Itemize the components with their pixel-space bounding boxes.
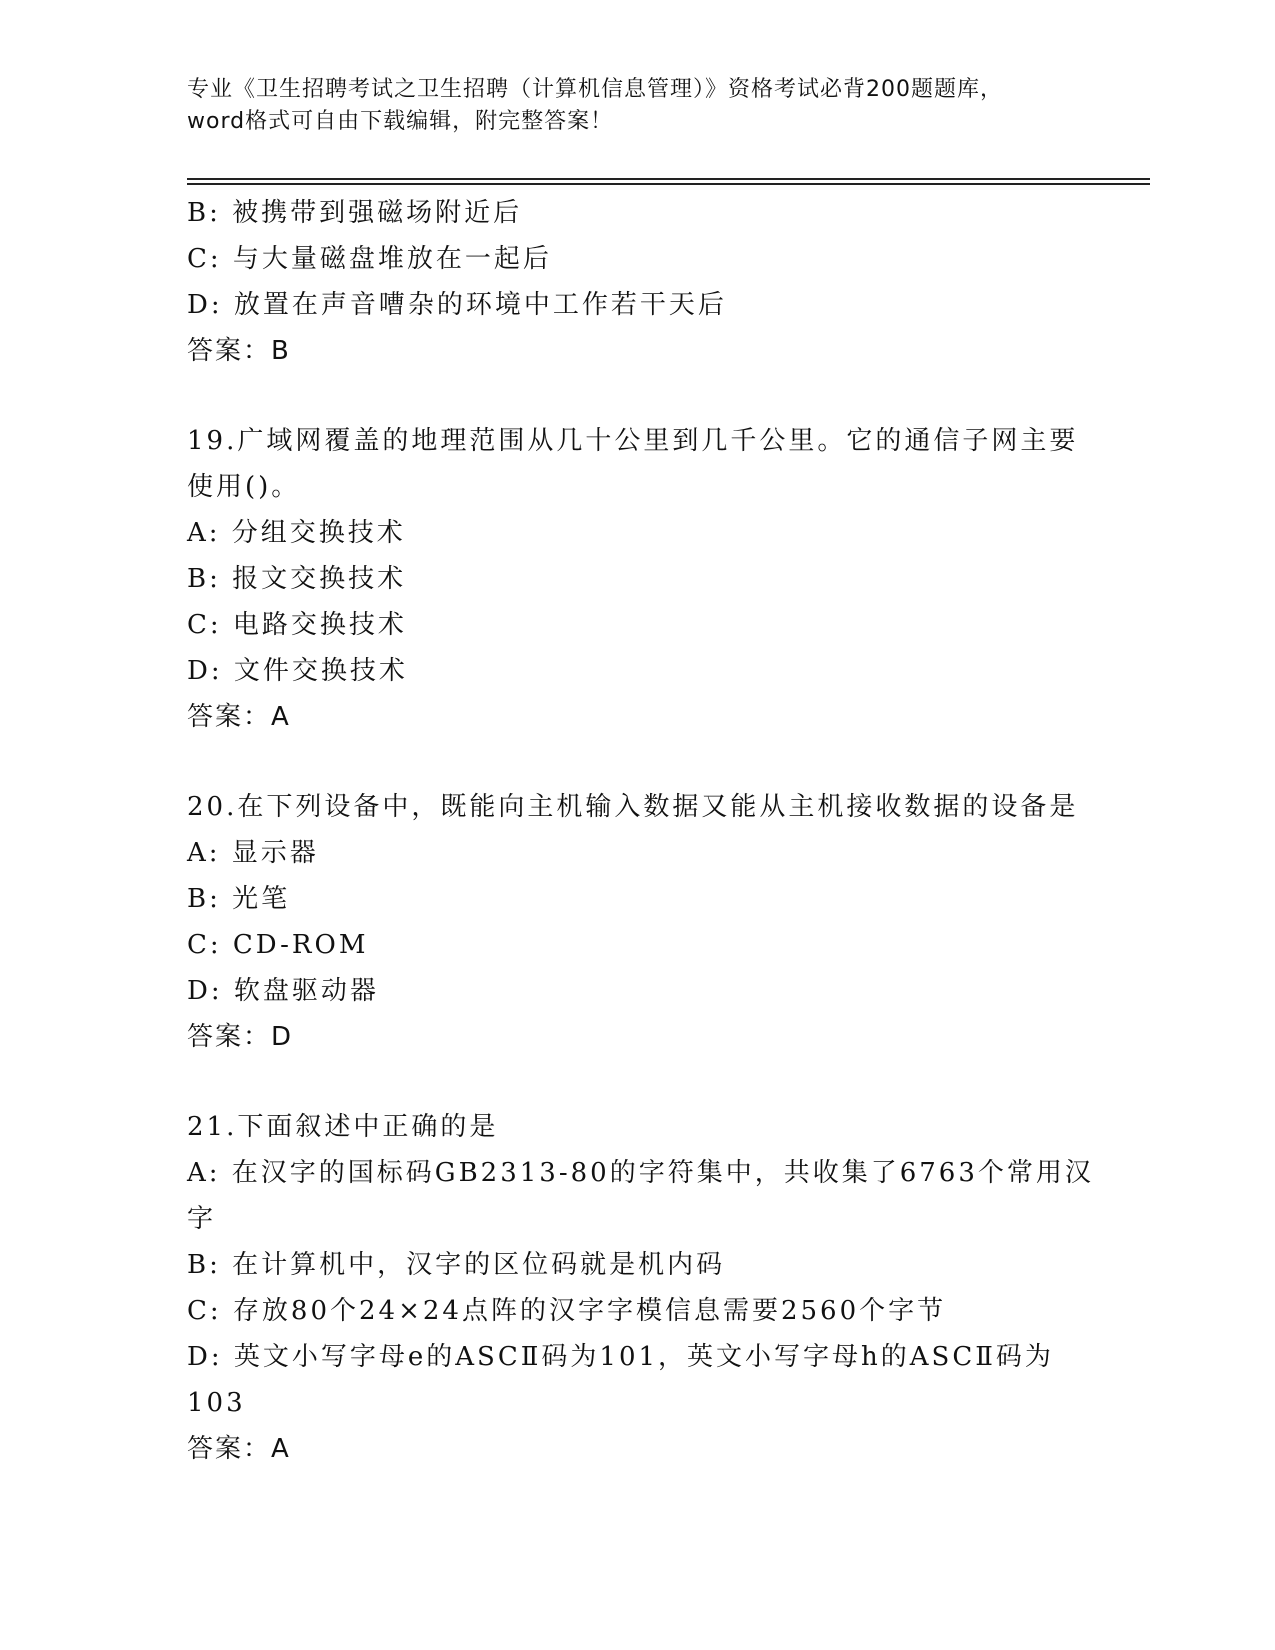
option-b: B: 光笔 — [187, 884, 291, 914]
question-stem-line-1: 19.广域网覆盖的地理范围从几十公里到几千公里。它的通信子网主要 — [187, 426, 1079, 456]
question-stem-line-1: 21.下面叙述中正确的是 — [187, 1112, 499, 1142]
option-c: C: 存放80个24×24点阵的汉字字模信息需要2560个字节 — [187, 1296, 947, 1326]
answer-line: 答案：A — [187, 1434, 291, 1464]
spacer — [187, 374, 1087, 418]
option-a: A: 显示器 — [187, 838, 319, 868]
option-d: D: 放置在声音嘈杂的环境中工作若干天后 — [187, 290, 727, 320]
option-c: C: 电路交换技术 — [187, 610, 407, 640]
question-stem-line-1: 20.在下列设备中，既能向主机输入数据又能从主机接收数据的设备是 — [187, 792, 1079, 822]
option-d-line-1: D: 英文小写字母e的ASCⅡ码为101，英文小写字母h的ASCⅡ码为 — [187, 1342, 1054, 1372]
header-title-line-1: 专业《卫生招聘考试之卫生招聘（计算机信息管理）》资格考试必背200题题库， — [187, 77, 1003, 102]
option-b: B: 在计算机中，汉字的区位码就是机内码 — [187, 1250, 726, 1280]
document-header — [187, 74, 1087, 138]
question-21 — [187, 1104, 1094, 1472]
option-c: C: CD-ROM — [187, 930, 369, 960]
option-a-line-1: A: 在汉字的国标码GB2313-80的字符集中，共收集了6763个常用汉 — [187, 1158, 1094, 1188]
header-divider-bottom — [187, 183, 1150, 185]
question-list — [187, 190, 1094, 1472]
header-title-line-2: word格式可自由下载编辑，附完整答案！ — [187, 109, 614, 134]
answer-line: 答案：D — [187, 1022, 294, 1052]
spacer — [187, 740, 1087, 784]
option-a: A: 分组交换技术 — [187, 518, 406, 548]
option-a-line-2: 字 — [187, 1204, 217, 1234]
header-divider-top — [187, 178, 1150, 180]
question-18-tail — [187, 190, 1087, 374]
question-stem-line-2: 使用()。 — [187, 472, 301, 502]
answer-line: 答案：B — [187, 336, 291, 366]
answer-line: 答案：A — [187, 702, 291, 732]
option-b: B: 报文交换技术 — [187, 564, 407, 594]
question-19 — [187, 418, 1087, 740]
option-d: D: 文件交换技术 — [187, 656, 408, 686]
option-b: B: 被携带到强磁场附近后 — [187, 198, 523, 228]
spacer — [187, 1060, 1087, 1104]
option-c: C: 与大量磁盘堆放在一起后 — [187, 244, 552, 274]
option-d: D: 软盘驱动器 — [187, 976, 379, 1006]
option-d-line-2: 103 — [187, 1388, 246, 1418]
question-20 — [187, 784, 1087, 1060]
